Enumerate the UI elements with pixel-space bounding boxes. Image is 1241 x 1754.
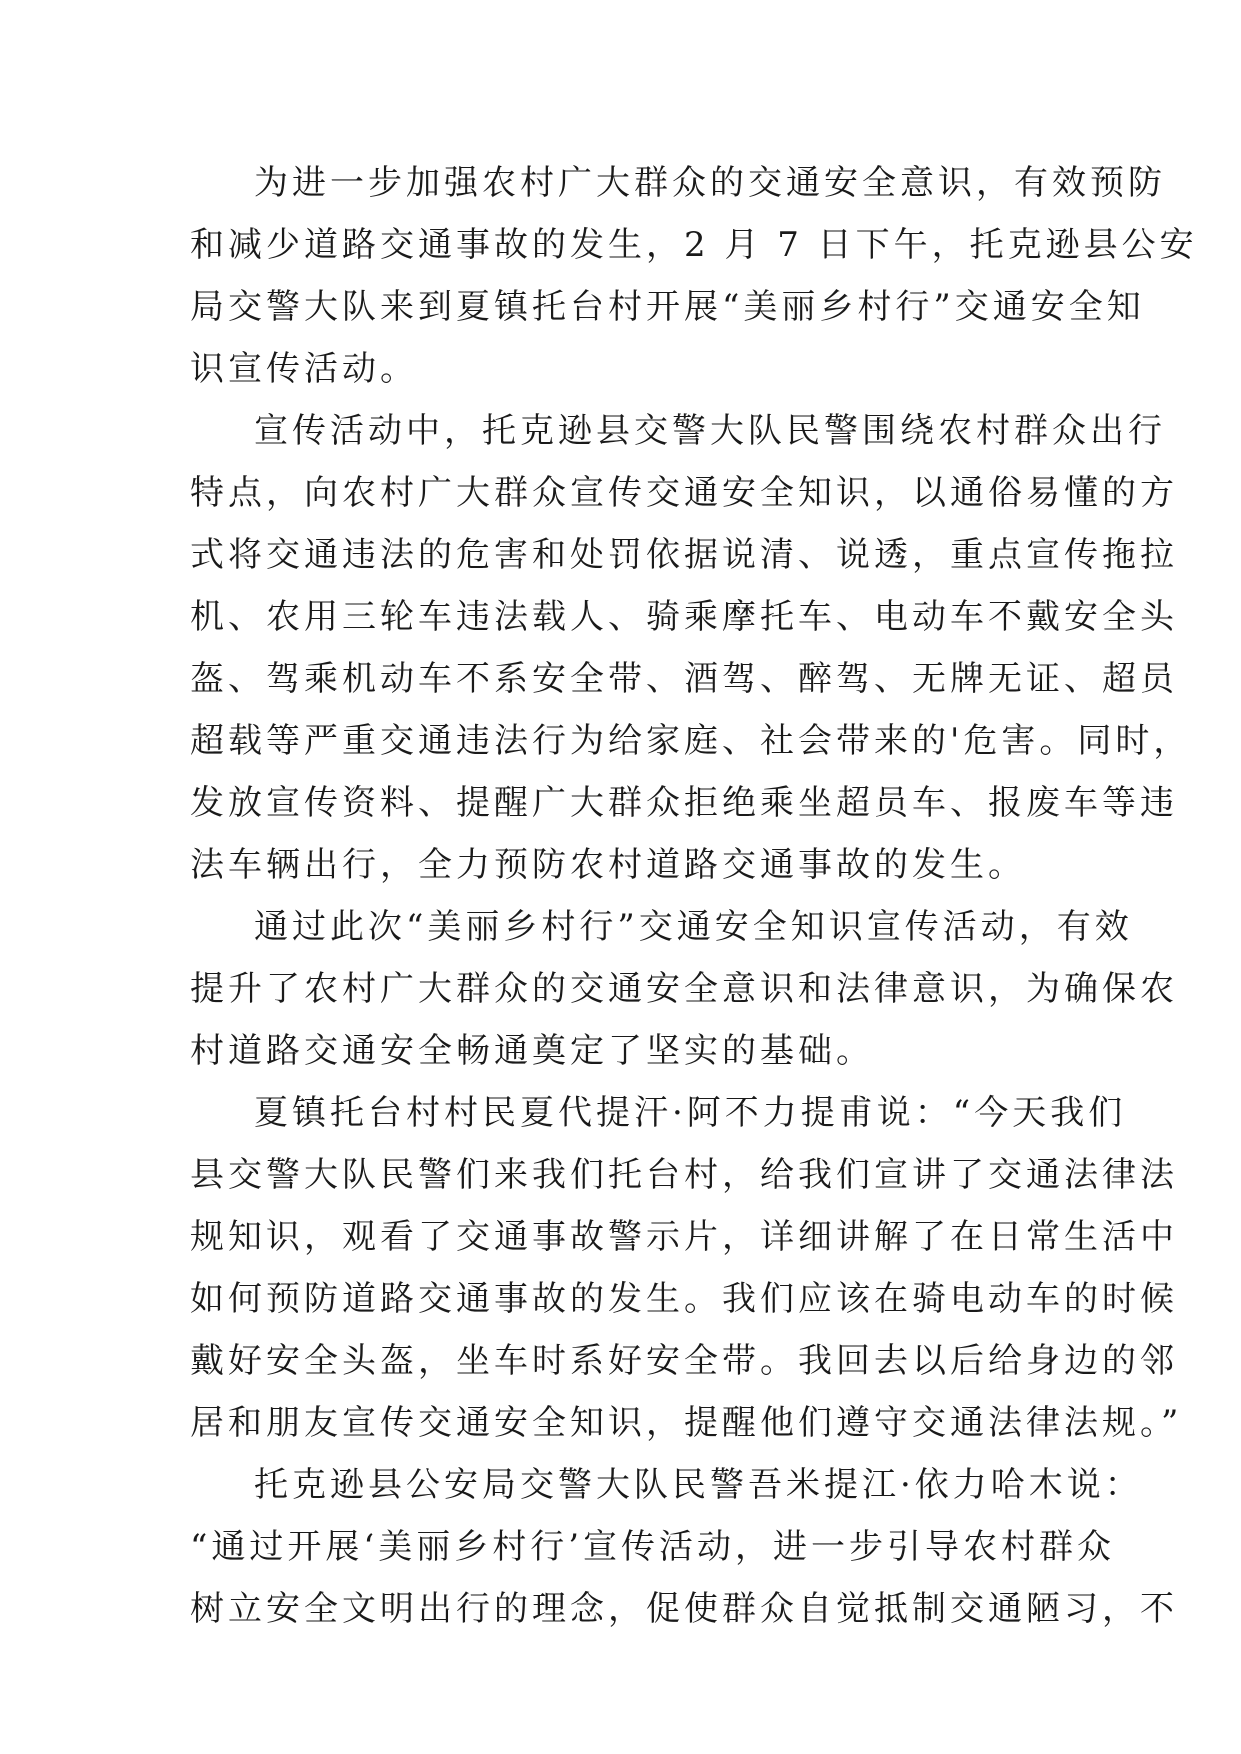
paragraph-1 [190, 152, 1198, 400]
paragraph-4 [190, 1082, 1183, 1454]
text-line: 发放宣传资料、提醒广大群众拒绝乘坐超员车、报废车等违 [190, 783, 1178, 823]
text-line: 县交警大队民警们来我们托台村，给我们宣讲了交通法律法 [190, 1155, 1178, 1195]
text-line: 戴好安全头盔，坐车时系好安全带。我回去以后给身边的邻 [190, 1341, 1178, 1381]
text-line: 为进一步加强农村广大群众的交通安全意识，有效预防 [254, 163, 1166, 203]
text-line: 村道路交通安全畅通奠定了坚实的基础。 [190, 1031, 874, 1071]
paragraph-3 [190, 896, 1178, 1082]
text-line: 通过此次“美丽乡村行”交通安全知识宣传活动，有效 [254, 907, 1133, 947]
article-body [190, 152, 1198, 1640]
text-line: 居和朋友宣传交通安全知识，提醒他们遵守交通法律法规。” [190, 1403, 1183, 1443]
text-line: 规知识，观看了交通事故警示片，详细讲解了在日常生活中 [190, 1217, 1178, 1257]
paragraph-2 [190, 400, 1192, 896]
text-line: 识宣传活动。 [190, 349, 418, 389]
text-line: 机、农用三轮车违法载人、骑乘摩托车、电动车不戴安全头 [190, 597, 1178, 637]
text-line: 夏镇托台村村民夏代提汗·阿不力提甫说：“今天我们 [254, 1093, 1127, 1133]
text-line: “通过开展‘美丽乡村行’宣传活动，进一步引导农村群众 [190, 1527, 1115, 1567]
text-line: 和减少道路交通事故的发生，2 月 7 日下午，托克逊县公安 [190, 225, 1198, 265]
text-line: 如何预防道路交通事故的发生。我们应该在骑电动车的时候 [190, 1279, 1178, 1319]
text-line: 式将交通违法的危害和处罚依据说清、说透，重点宣传拖拉 [190, 535, 1178, 575]
text-line: 特点，向农村广大群众宣传交通安全知识，以通俗易懂的方 [190, 473, 1178, 513]
text-line: 盔、驾乘机动车不系安全带、酒驾、醉驾、无牌无证、超员 [190, 659, 1178, 699]
text-line: 法车辆出行，全力预防农村道路交通事故的发生。 [190, 845, 1026, 885]
text-line: 提升了农村广大群众的交通安全意识和法律意识，为确保农 [190, 969, 1178, 1009]
text-line: 宣传活动中，托克逊县交警大队民警围绕农村群众出行 [254, 411, 1166, 451]
text-line: 局交警大队来到夏镇托台村开展“美丽乡村行”交通安全知 [190, 287, 1145, 327]
text-line: 托克逊县公安局交警大队民警吾米提江·依力哈木说： [254, 1465, 1143, 1505]
text-line: 树立安全文明出行的理念，促使群众自觉抵制交通陋习，不 [190, 1589, 1178, 1629]
text-line: 超载等严重交通违法行为给家庭、社会带来的'危害。同时， [190, 721, 1192, 761]
paragraph-5 [190, 1454, 1178, 1640]
